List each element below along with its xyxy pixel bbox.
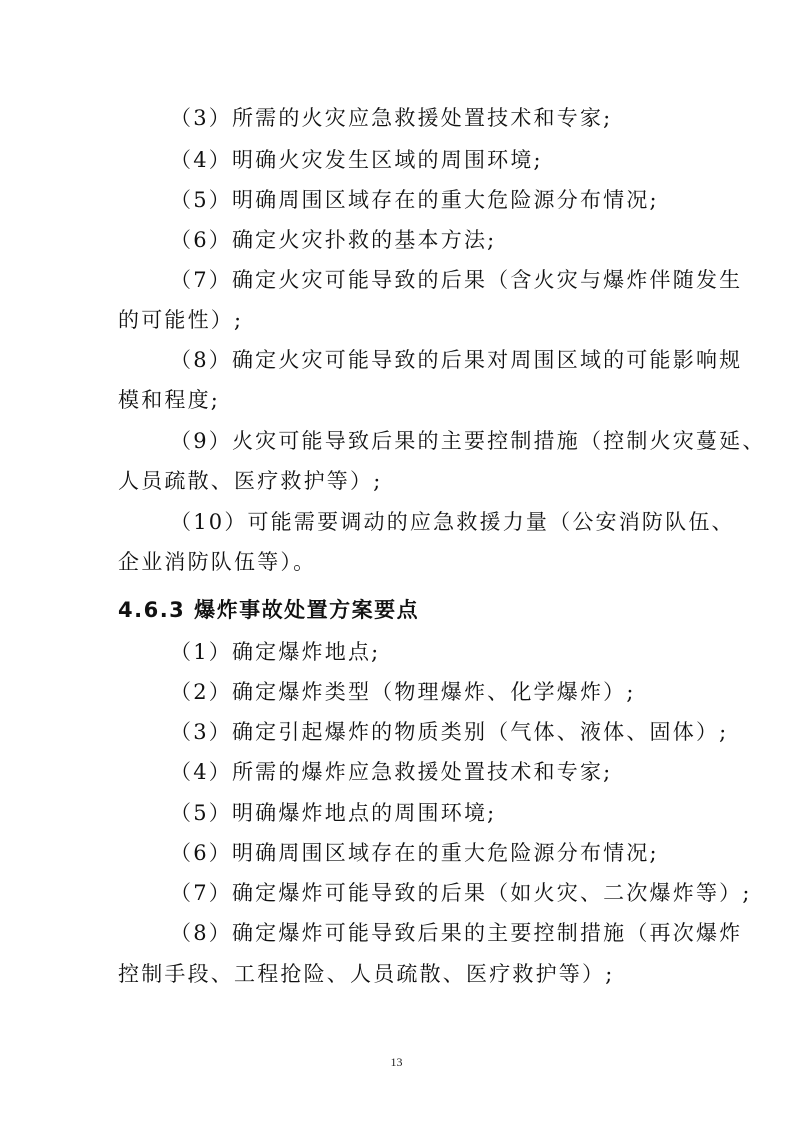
fire-item-10: （10）可能需要调动的应急救援力量（公安消防队伍、 [170, 510, 735, 534]
fire-item-7-cont: 的可能性）; [118, 308, 244, 332]
fire-item-9-cont: 人员疏散、医疗救护等）; [118, 469, 383, 493]
fire-item-8: （8）确定火灾可能导致的后果对周围区域的可能影响规 [170, 348, 743, 372]
fire-item-7: （7）确定火灾可能导致的后果（含火灾与爆炸伴随发生 [170, 268, 743, 292]
fire-item-3: （3）所需的火灾应急救援处置技术和专家; [170, 106, 613, 130]
explosion-item-5: （5）明确爆炸地点的周围环境; [170, 801, 497, 825]
fire-item-9: （9）火灾可能导致后果的主要控制措施（控制火灾蔓延、 [170, 429, 766, 453]
explosion-item-4: （4）所需的爆炸应急救援处置技术和专家; [170, 760, 613, 784]
fire-item-6: （6）确定火灾扑救的基本方法; [170, 228, 497, 252]
explosion-item-2: （2）确定爆炸类型（物理爆炸、化学爆炸）; [170, 680, 636, 704]
fire-item-5: （5）明确周围区域存在的重大危险源分布情况; [170, 188, 659, 212]
explosion-item-8-cont: 控制手段、工程抢险、人员疏散、医疗救护等）; [118, 962, 615, 986]
explosion-item-7: （7）确定爆炸可能导致的后果（如火灾、二次爆炸等）; [170, 881, 752, 905]
section-heading: 4.6.3 爆炸事故处置方案要点 [118, 598, 420, 622]
fire-item-8-cont: 模和程度; [118, 388, 221, 412]
explosion-item-6: （6）明确周围区域存在的重大危险源分布情况; [170, 841, 659, 865]
page-number: 13 [390, 1055, 403, 1069]
explosion-item-3: （3）确定引起爆炸的物质类别（气体、液体、固体）; [170, 720, 729, 744]
explosion-item-1: （1）确定爆炸地点; [170, 640, 381, 664]
fire-item-10-cont: 企业消防队伍等）。 [118, 550, 317, 574]
fire-item-4: （4）明确火灾发生区域的周围环境; [170, 148, 543, 172]
explosion-item-8: （8）确定爆炸可能导致后果的主要控制措施（再次爆炸 [170, 921, 743, 945]
